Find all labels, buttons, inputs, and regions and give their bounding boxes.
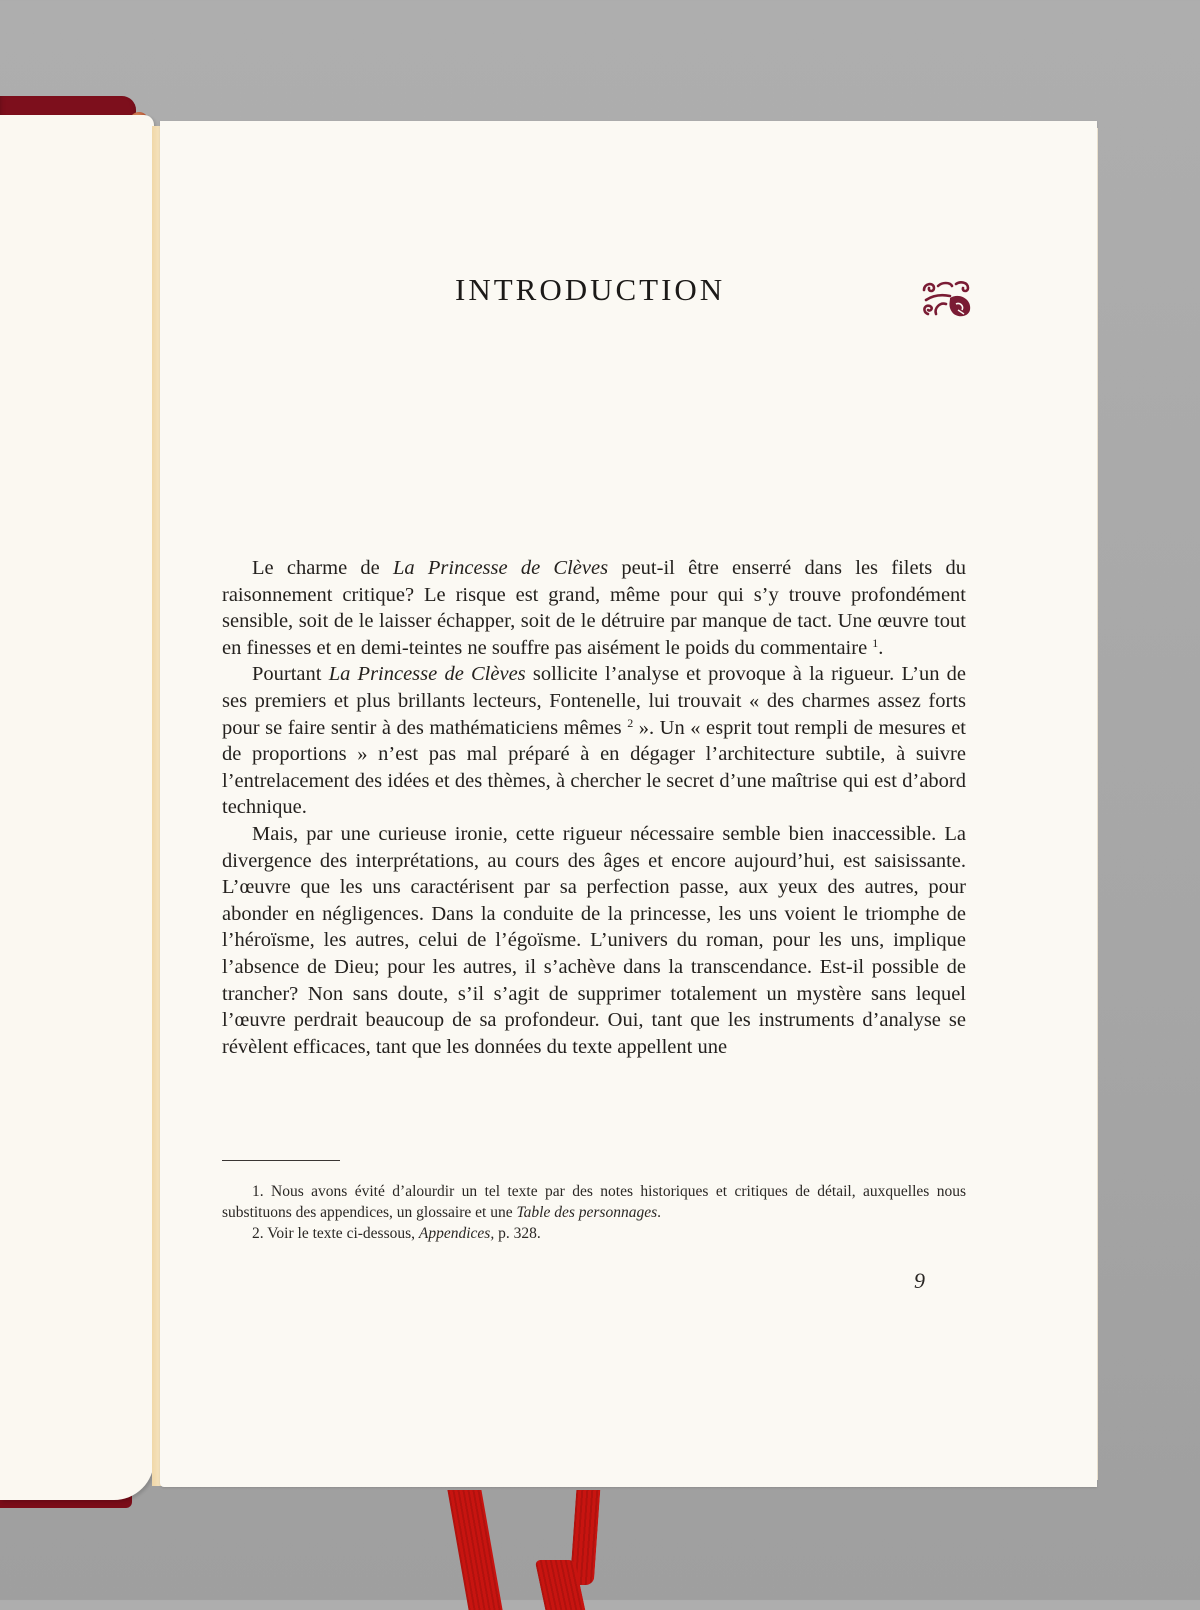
floral-fleuron-icon (920, 280, 972, 318)
footnote-reference[interactable]: 1 (872, 635, 879, 650)
page-number: 9 (914, 1268, 925, 1293)
text-run: ». Un « esprit tout rempli de mesures et de proportions » n’est pas mal préparé à en dégager l’architecture subtile, à suivre l’entrelacement des idées et des thèmes, à chercher le secret d’une maîtrise qui est d’abord technique. (222, 716, 966, 819)
page-title: INTRODUCTION (455, 272, 726, 307)
paragraph (222, 821, 966, 1060)
footnote-1 (222, 1181, 966, 1223)
text-run: Mais, par une curieuse ironie, cette rigueur nécessaire semble bien inaccessible. La divergence des interprétations, au cours des âges et encore aujourd’hui, est saisissante. L’œuvre que les uns caractérisent par sa perfection passe, aux yeux des autres, pour abonder en négligences. Dans la conduite de la princesse, les uns voient le triomphe de l’héroïsme, les autres, celui de l’égoïsme. L’univers du roman, pour les uns, implique l’absence de Dieu; pour les autres, il s’achève dans la transcendance. Est-il possible de trancher? Non sans doute, s’il s’agit de supprimer totalement un mystère sans lequel l’œuvre perdrait beaucoup de sa profondeur. Oui, tant que les instruments d’analyse se révèlent efficaces, tant que les données du texte appellent une (222, 822, 966, 1058)
italic-run: Appendices, (418, 1225, 495, 1242)
book-title-italic: La Princesse de Clèves (393, 557, 609, 579)
left-page (0, 115, 154, 1500)
bookmark-ribbon (447, 1490, 502, 1610)
text-run: Pourtant (252, 663, 329, 686)
text-run: . (657, 1204, 661, 1221)
text-run: 2. Voir le texte ci-dessous, (252, 1225, 419, 1242)
footnote-separator (222, 1160, 340, 1161)
text-run: p. 328. (494, 1225, 541, 1242)
text-run: . (878, 636, 884, 659)
footnotes (222, 1181, 966, 1244)
text-run: peut-il être enserré dans les filets du raisonnement critique? Le risque est grand, même pour qui s’y trouve profondément sensible, soit de le laisser échapper, soit de le détruire par manque de tact. Une œuvre tout en finesses et en demi-teintes ne souffre pas aisément le poids du commentaire (222, 557, 967, 659)
text-run: 1. Nous avons évité d’alourdir un tel texte par des notes historiques et critiques de détail, auxquelles nous substituons des appendices, un glossaire et une (222, 1183, 966, 1221)
paragraph (222, 661, 966, 821)
text-run: Le charme de (252, 557, 394, 579)
book-title-italic: La Princesse de Clèves (328, 663, 526, 686)
text-run: sollicite l’analyse et provoque à la rigueur. L’un de ses premiers et plus brillants lecteurs, Fontenelle, lui trouvait « des charmes assez forts pour se faire sentir à des mathématiciens mêmes (222, 663, 967, 739)
body-text (222, 555, 966, 1060)
footnote-2 (222, 1223, 966, 1244)
italic-run: Table des personnages (516, 1204, 658, 1221)
paragraph (222, 555, 966, 661)
footnote-reference[interactable]: 2 (627, 715, 634, 730)
